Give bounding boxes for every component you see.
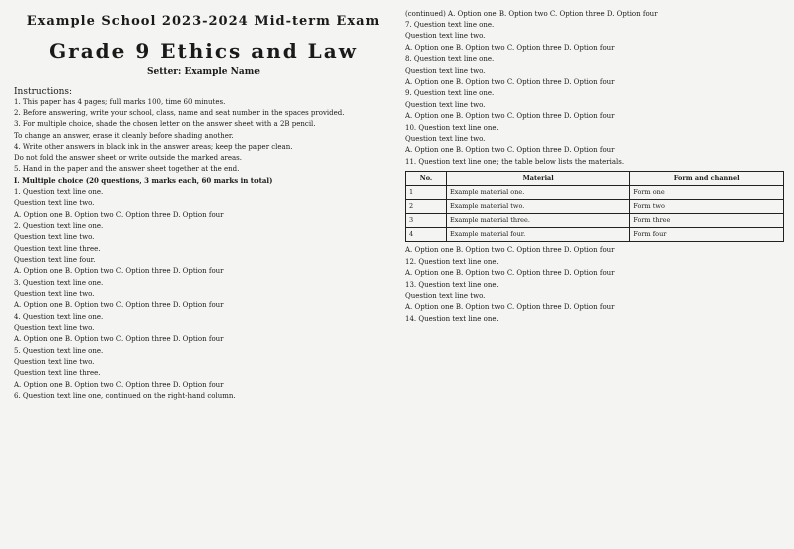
- question-line: (continued) A. Option one B. Option two C. Option three D. Option four: [405, 9, 658, 18]
- question-line: A. Option one B. Option two C. Option three D. Option four: [14, 301, 224, 310]
- question-line: Question text line two.: [14, 233, 95, 242]
- question-line: 12. Question text line one.: [405, 258, 499, 267]
- question-line: Question text line two.: [14, 289, 95, 298]
- question-block: [14, 187, 393, 221]
- exam-header: [14, 8, 393, 77]
- table-cell: 4: [406, 227, 447, 241]
- question-block: [405, 54, 784, 88]
- question-line: Question text line two.: [405, 134, 486, 143]
- question-line: 6. Question text line one, continued on the right-hand column.: [14, 392, 236, 401]
- question-block: [14, 312, 393, 346]
- table-cell: Form one: [630, 185, 784, 199]
- question-line: A. Option one B. Option two C. Option three D. Option four: [405, 77, 615, 86]
- notes-item: 1. This paper has 4 pages; full marks 100, time 60 minutes.: [14, 98, 226, 106]
- table-header-cell: Form and channel: [630, 171, 784, 185]
- question-line: 13. Question text line one.: [405, 280, 499, 289]
- question-line: Question text line two.: [14, 358, 95, 367]
- table-cell: 2: [406, 199, 447, 213]
- question-line: A. Option one B. Option two C. Option three D. Option four: [405, 246, 615, 255]
- materials-table: [405, 171, 784, 242]
- question-line: Question text line two.: [405, 292, 486, 301]
- question-block: [405, 9, 784, 20]
- left-column: [10, 8, 393, 541]
- question-line: Question text line two.: [405, 66, 486, 75]
- question-line: 8. Question text line one.: [405, 55, 495, 64]
- table-body: [406, 185, 784, 241]
- question-line: A. Option one B. Option two C. Option three D. Option four: [405, 43, 615, 52]
- author-line: Setter: Example Name: [147, 67, 260, 77]
- question-block: [405, 123, 784, 157]
- question-block: [14, 278, 393, 312]
- notes-item: 4. Write other answers in black ink in the answer areas; keep the paper clean.: [14, 142, 293, 151]
- notes-item: 2. Before answering, write your school, class, name and seat number in the spaces provided.: [14, 109, 345, 118]
- notes-item: Do not fold the answer sheet or write outside the marked areas.: [14, 154, 243, 163]
- table-cell: 1: [406, 185, 447, 199]
- table-header-cell: Material: [446, 171, 629, 185]
- question-line: 5. Question text line one.: [14, 346, 104, 355]
- question-block: [405, 257, 784, 279]
- question-line: Question text line two.: [14, 199, 95, 208]
- left-questions: [14, 187, 393, 403]
- question-line: Question text line three.: [14, 369, 101, 378]
- notes-title: Instructions:: [14, 87, 73, 97]
- table-cell: Form two: [630, 199, 784, 213]
- question-block: [405, 88, 784, 122]
- question-line: Question text line two.: [405, 100, 486, 109]
- question-line: Question text line two.: [405, 32, 486, 41]
- question-line: 7. Question text line one.: [405, 21, 495, 30]
- question-line: A. Option one B. Option two C. Option three D. Option four: [14, 380, 224, 389]
- table-cell: Form four: [630, 227, 784, 241]
- table-row: [406, 199, 784, 213]
- notes-item: To change an answer, erase it cleanly before shading another.: [14, 131, 234, 140]
- question-line: 2. Question text line one.: [14, 222, 104, 231]
- question-line: Question text line three.: [14, 244, 101, 253]
- question-line: Question text line two.: [14, 324, 95, 333]
- subject-title: Grade 9 Ethics and Law: [49, 39, 358, 63]
- question-line: 10. Question text line one.: [405, 123, 499, 132]
- table-header-row: [406, 171, 784, 185]
- question-line: A. Option one B. Option two C. Option three D. Option four: [14, 335, 224, 344]
- question-line: 3. Question text line one.: [14, 278, 104, 287]
- question-block: [405, 280, 784, 314]
- table-row: [406, 185, 784, 199]
- section1-title: I. Multiple choice (20 questions, 3 marks each, 60 marks in total): [14, 176, 273, 186]
- question-block: [14, 391, 393, 402]
- question-line: A. Option one B. Option two C. Option three D. Option four: [405, 111, 615, 120]
- question-line: 9. Question text line one.: [405, 89, 495, 98]
- question-line: A. Option one B. Option two C. Option three D. Option four: [14, 210, 224, 219]
- question-line: 1. Question text line one.: [14, 188, 104, 197]
- question-block: [14, 221, 393, 277]
- question-line: Question text line four.: [14, 255, 96, 264]
- notes-list: [14, 97, 393, 175]
- right-questions-after: [405, 245, 784, 325]
- question-line: 11. Question text line one; the table below lists the materials.: [405, 157, 625, 166]
- table-row: [406, 213, 784, 227]
- table-cell: Example material four.: [446, 227, 629, 241]
- right-questions: [405, 8, 784, 168]
- exam-title: Example School 2023-2024 Mid-term Exam: [26, 14, 381, 29]
- question-line: 14. Question text line one.: [405, 315, 499, 324]
- right-column: [405, 8, 784, 541]
- notes-item: 5. Hand in the paper and the answer sheet together at the end.: [14, 165, 240, 174]
- table-cell: 3: [406, 213, 447, 227]
- question-block: [405, 20, 784, 54]
- question-line: A. Option one B. Option two C. Option three D. Option four: [405, 269, 615, 278]
- table-row: [406, 227, 784, 241]
- question-line: A. Option one B. Option two C. Option three D. Option four: [405, 145, 615, 154]
- table-cell: Example material two.: [446, 199, 629, 213]
- question-line: 4. Question text line one.: [14, 312, 104, 321]
- question-line: A. Option one B. Option two C. Option three D. Option four: [14, 267, 224, 276]
- question-line: A. Option one B. Option two C. Option three D. Option four: [405, 303, 615, 312]
- question-block: [405, 245, 784, 256]
- question-block: [14, 346, 393, 391]
- question-block: [405, 157, 784, 168]
- table-cell: Example material one.: [446, 185, 629, 199]
- question-block: [405, 314, 784, 325]
- table-cell: Form three: [630, 213, 784, 227]
- table-header-cell: No.: [406, 171, 447, 185]
- notes-item: 3. For multiple choice, shade the chosen letter on the answer sheet with a 2B pencil.: [14, 120, 316, 129]
- table-cell: Example material three.: [446, 213, 629, 227]
